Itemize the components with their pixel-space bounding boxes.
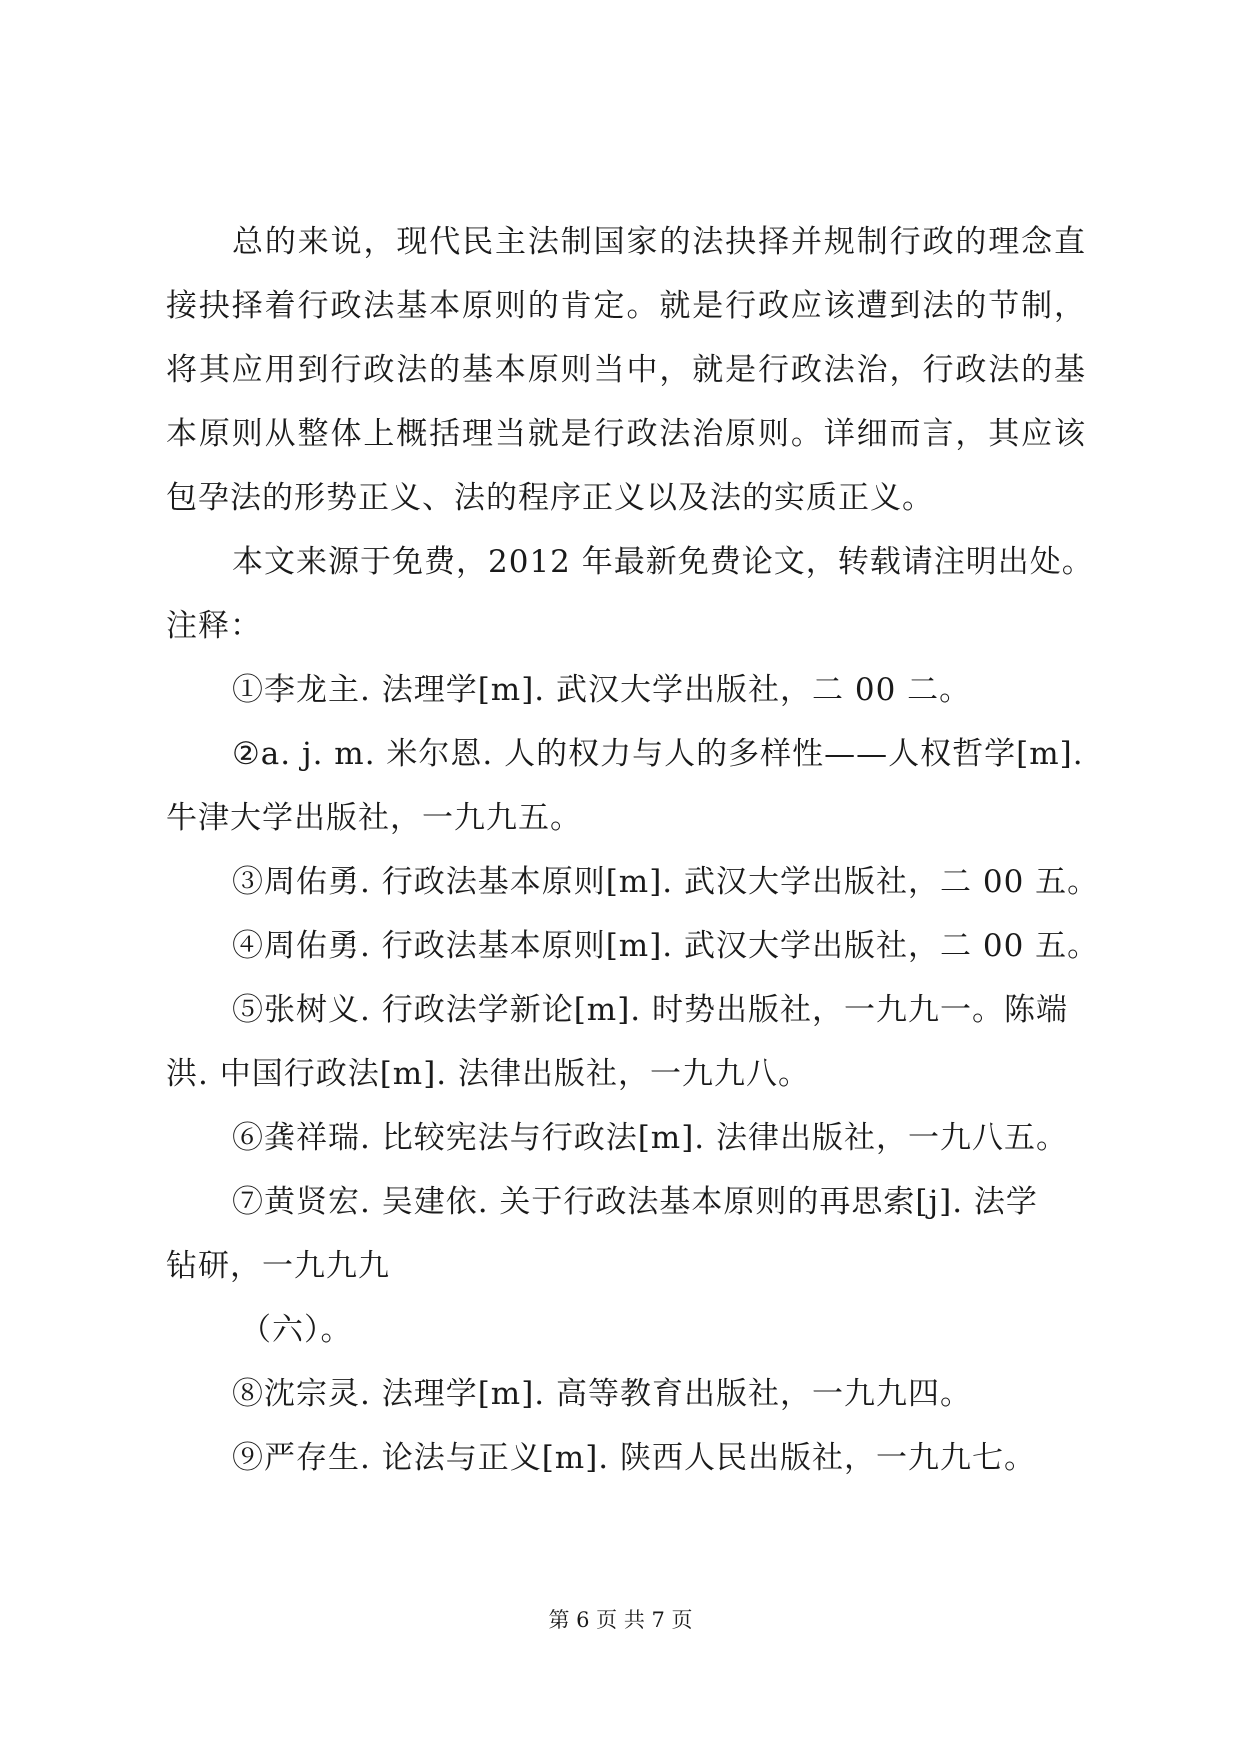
- paragraph-line: 接抉择着行政法基本原则的肯定。就是行政应该遭到法的节制，: [166, 288, 1086, 324]
- reference-item-continued: 牛津大学出版社，一九九五。: [166, 800, 582, 836]
- reference-item: ⑥龚祥瑞. 比较宪法与行政法[m]. 法律出版社，一九八五。: [232, 1120, 1068, 1156]
- reference-item: ④周佑勇. 行政法基本原则[m]. 武汉大学出版社，二 00 五。: [232, 928, 1100, 964]
- reference-item: ⑤张树义. 行政法学新论[m]. 时势出版社，一九九一。陈端: [232, 992, 1068, 1028]
- reference-item: ②a. j. m. 米尔恩. 人的权力与人的多样性——人权哲学[m].: [232, 736, 1084, 772]
- paragraph-line: 本原则从整体上概括理当就是行政法治原则。详细而言，其应该: [166, 416, 1086, 452]
- paragraph-line: 包孕法的形势正义、法的程序正义以及法的实质正义。: [166, 480, 934, 516]
- page-footer: 第 6 页 共 7 页: [548, 1608, 693, 1632]
- reference-item-continued: 洪. 中国行政法[m]. 法律出版社，一九九八。: [166, 1056, 810, 1092]
- reference-item: ⑦黄贤宏. 吴建依. 关于行政法基本原则的再思索[j]. 法学: [232, 1184, 1038, 1220]
- reference-item: ⑧沈宗灵. 法理学[m]. 高等教育出版社，一九九四。: [232, 1376, 972, 1412]
- reference-item: ③周佑勇. 行政法基本原则[m]. 武汉大学出版社，二 00 五。: [232, 864, 1100, 900]
- reference-item-continued: 钻研，一九九九: [166, 1248, 390, 1284]
- notes-heading: 注释：: [166, 608, 262, 644]
- reference-item: ①李龙主. 法理学[m]. 武汉大学出版社，二 00 二。: [232, 672, 972, 708]
- reference-item: ⑨严存生. 论法与正义[m]. 陕西人民出版社，一九九七。: [232, 1440, 1036, 1476]
- paragraph-line: 将其应用到行政法的基本原则当中，就是行政法治，行政法的基: [166, 352, 1086, 388]
- reference-item-continued: （六）。: [240, 1312, 353, 1348]
- source-note: 本文来源于免费，2012 年最新免费论文，转载请注明出处。: [232, 544, 1094, 580]
- paragraph-line: 总的来说，现代民主法制国家的法抉择并规制行政的理念直: [232, 224, 1086, 260]
